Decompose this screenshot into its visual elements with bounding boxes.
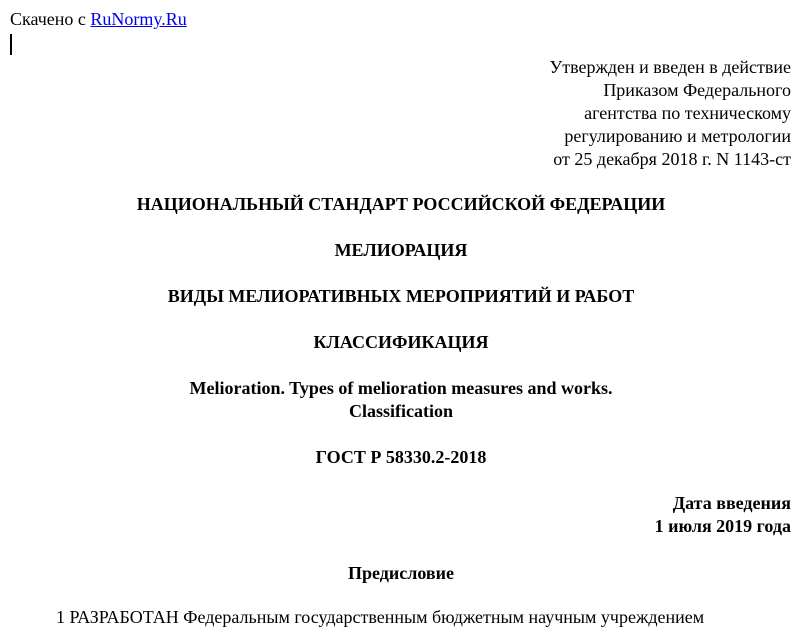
source-link[interactable]: RuNormy.Ru <box>90 9 187 29</box>
preface-first-line: 1 РАЗРАБОТАН Федеральным государственным бюджетным научным учреждением <box>56 607 705 627</box>
preface-heading: Предисловие <box>348 563 454 583</box>
effective-date-value: 1 июля 2019 года <box>654 516 791 536</box>
english-title-line-1: Melioration. Types of melioration measures and works. <box>189 378 613 398</box>
gost-number: ГОСТ Р 58330.2-2018 <box>315 447 487 467</box>
text-cursor <box>10 34 12 55</box>
source-prefix: Скачено с <box>10 9 91 29</box>
approval-line: Приказом Федерального <box>603 80 791 100</box>
standard-title: НАЦИОНАЛЬНЫЙ СТАНДАРТ РОССИЙСКОЙ ФЕДЕРАЦИИ <box>136 194 666 214</box>
document-name: ВИДЫ МЕЛИОРАТИВНЫХ МЕРОПРИЯТИЙ И РАБОТ <box>167 286 635 306</box>
english-title-line-2: Classification <box>348 401 453 421</box>
approval-line: Утвержден и введен в действие <box>549 57 791 77</box>
approval-line: от 25 декабря 2018 г. N 1143-ст <box>553 149 791 169</box>
classification-title: КЛАССИФИКАЦИЯ <box>313 332 489 352</box>
subject-title: МЕЛИОРАЦИЯ <box>334 240 468 260</box>
approval-line: регулированию и метрологии <box>564 126 791 146</box>
effective-date-label: Дата введения <box>672 493 791 513</box>
source-line <box>10 8 187 31</box>
approval-line: агентства по техническому <box>584 103 791 123</box>
approval-block <box>549 56 791 171</box>
